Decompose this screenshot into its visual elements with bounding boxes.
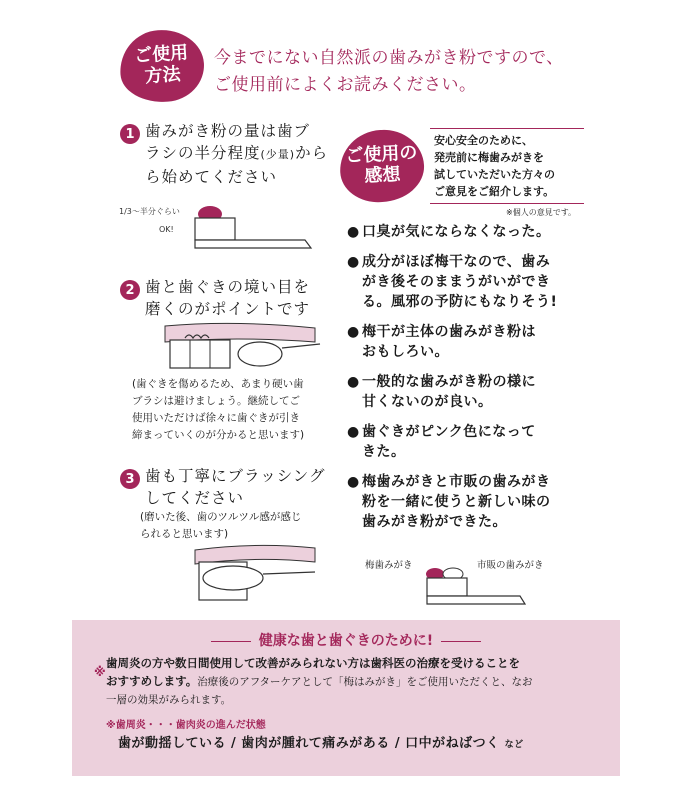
list-item: ● 一般的な歯みがき粉の様に 甘くないのが良い。 <box>347 372 587 412</box>
step-1-number: 1 <box>120 124 140 144</box>
step-3-number: 3 <box>120 469 140 489</box>
step-2-text: 歯と歯ぐきの境い目を 磨くのがポイントです <box>145 278 311 318</box>
impressions-badge: ご使用の 感想 <box>338 128 426 204</box>
impressions-list <box>347 222 587 542</box>
list-item: ● 梅歯みがきと市販の歯みがき 粉を一緒に使うと新しい味の 歯みがき粉ができた。 <box>347 472 587 532</box>
definition-label: ※歯周炎・・・歯肉炎の進んだ状態 <box>106 720 266 731</box>
impressions-intro: 安心安全のために、 発売前に梅歯みがきを 試していただいた方々の ご意見をご紹介します。 <box>430 128 584 204</box>
step-2-note: (歯ぐきを傷めるため、あまり硬い歯 ブラシは避けましょう。継続してご 使用いただけば徐々に歯ぐきが引き 締まっていくのが分かると思います) <box>132 378 305 441</box>
list-item: ● 歯ぐきがピンク色になって きた。 <box>347 422 587 462</box>
usage-badge: ご使用 方法 <box>118 27 207 105</box>
step-3-note: (磨いた後、歯のツルツル感が感じ られると思います) <box>140 511 302 540</box>
intro-text: 今までにない自然派の歯みがき粉ですので、 ご使用前によくお読みください。 <box>214 48 564 95</box>
step-2-number: 2 <box>120 280 140 300</box>
personal-opinion-note: ※個人の意見です。 <box>506 208 577 217</box>
ume-label: 梅歯みがき <box>365 560 413 571</box>
asterisk-mark: ※ <box>94 665 106 679</box>
list-item: ● 成分がほぼ梅干なので、歯み がき後そのままうがいができ る。風邪の予防にもなりそう! <box>347 252 587 312</box>
symptoms-list: 歯が動揺している / 歯肉が腫れて痛みがある / 口中がねばつく など <box>118 736 524 751</box>
advice-paragraph: 歯周炎の方や数日間使用して改善がみられない方は歯科医の治療を受けることを おすすめします。治療後のアフターケアとして「梅はみがき」をご使用いただくと、なお 一層の効果がみられます。 <box>106 656 533 706</box>
toothbrush-illustration-1 <box>115 196 315 256</box>
two-pastes-illustration <box>365 556 555 610</box>
toothbrush-illustration-3 <box>185 542 325 607</box>
toothbrush-illustration-2 <box>155 318 325 373</box>
list-item: ● 口臭が気にならなくなった。 <box>347 222 587 242</box>
step-3-text: 歯も丁寧にブラッシング してください <box>145 467 326 507</box>
health-advice-title: 健康な歯と歯ぐきのために! <box>72 630 620 650</box>
health-advice-box <box>72 620 620 776</box>
step-1-text: 歯みがき粉の量は歯ブ ラシの半分程度(少量)から ら始めてください <box>145 122 329 186</box>
list-item: ● 梅干が主体の歯みがき粉は おもしろい。 <box>347 322 587 362</box>
commercial-label: 市販の歯みがき <box>477 560 544 571</box>
ok-label: OK! <box>159 225 174 234</box>
amount-label: 1/3〜半分ぐらい <box>119 207 180 216</box>
